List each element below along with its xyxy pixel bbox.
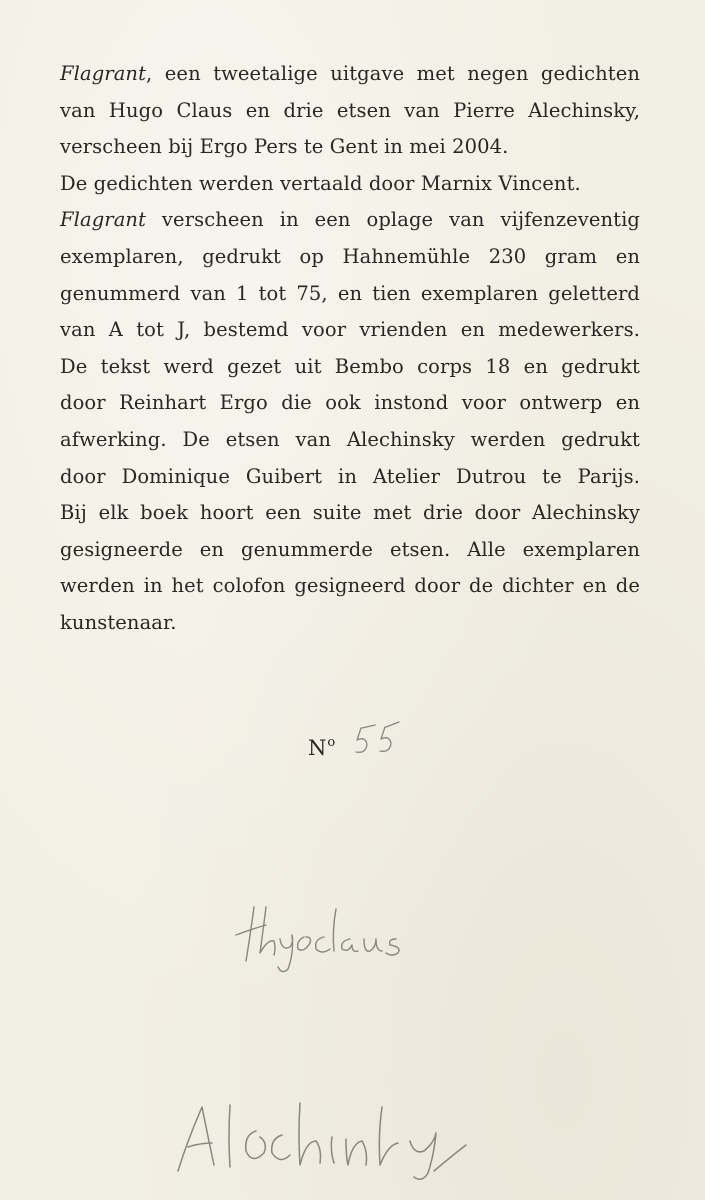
colophon-line: werden in het colofon gesigneerd door de dichter en de	[60, 574, 640, 598]
poet-signature	[232, 895, 457, 975]
colophon-line: De gedichten werden vertaald door Marnix Vincent.	[60, 171, 581, 195]
colophon-text	[60, 56, 640, 642]
colophon-line: kunstenaar.	[60, 610, 177, 634]
colophon-line: van A tot J, bestemd voor vrienden en medewerkers.	[60, 318, 640, 342]
handwritten-copy-number	[353, 720, 403, 760]
colophon-line: Bij elk boek hoort een suite met drie door Alechinsky	[60, 501, 640, 525]
copy-number	[308, 720, 403, 760]
colophon-line: van Hugo Claus en drie etsen van Pierre Alechinsky,	[60, 98, 640, 122]
colophon-line: gesigneerde en genummerde etsen. Alle exemplaren	[60, 537, 640, 561]
colophon-line: door Dominique Guibert in Atelier Dutrou te Parijs.	[60, 464, 640, 488]
colophon-line: Flagrant, een tweetalige uitgave met negen gedichten	[60, 62, 640, 85]
copy-number-prefix: N	[308, 736, 327, 760]
colophon-line: genummerd van 1 tot 75, en tien exemplaren geletterd	[60, 281, 640, 305]
colophon-line: afwerking. De etsen van Alechinsky werden gedrukt	[60, 427, 640, 451]
colophon-line: exemplaren, gedrukt op Hahnemühle 230 gram en	[60, 244, 640, 268]
colophon-line: door Reinhart Ergo die ook instond voor ontwerp en	[60, 391, 640, 415]
colophon-line: verscheen bij Ergo Pers te Gent in mei 2004.	[60, 135, 509, 159]
copy-number-superscript: o	[327, 735, 336, 750]
colophon-line: De tekst werd gezet uit Bembo corps 18 en gedrukt	[60, 354, 640, 378]
colophon-line: Flagrant verscheen in een oplage van vijfenzeventig	[60, 208, 640, 232]
artist-signature	[172, 1085, 472, 1185]
